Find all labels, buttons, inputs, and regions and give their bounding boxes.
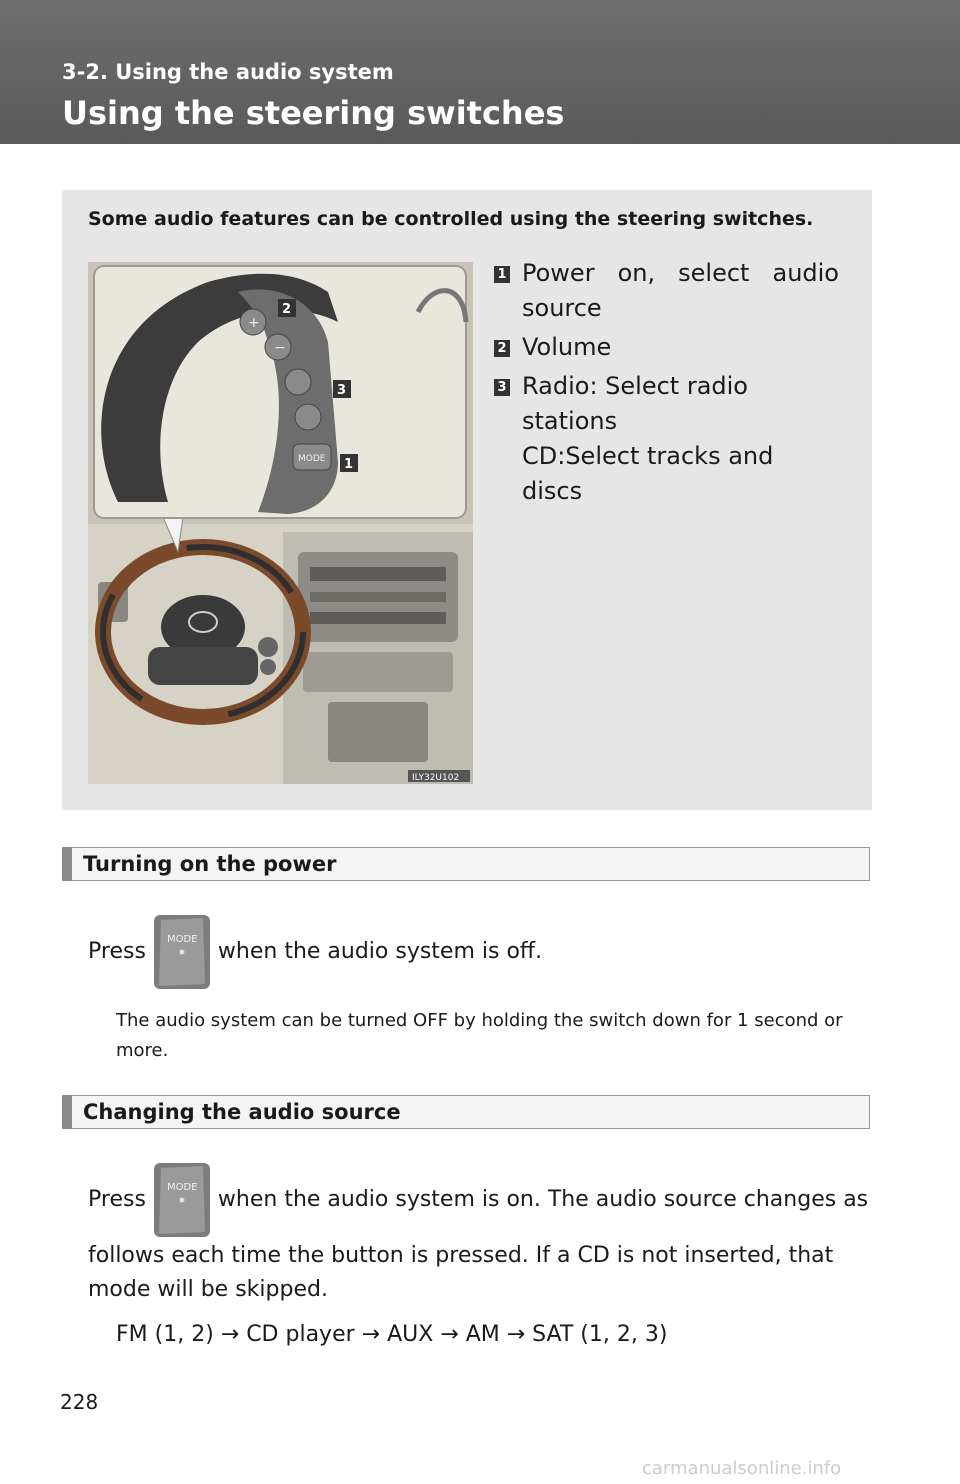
after-press-text: when the audio system is off. bbox=[217, 939, 543, 964]
svg-text:MODE: MODE bbox=[166, 934, 198, 945]
steering-wheel-illustration bbox=[88, 262, 473, 784]
subsection-title: Changing the audio source bbox=[83, 1100, 401, 1124]
svg-text:+: + bbox=[248, 315, 260, 331]
source-sequence: FM (1, 2) → CD player → AUX → AM → SAT (1, 2, 3) bbox=[116, 1322, 668, 1347]
page-number: 228 bbox=[60, 1390, 99, 1414]
svg-text:1: 1 bbox=[344, 457, 354, 472]
callout-text-cd: CD:Select tracks and discs bbox=[522, 442, 774, 505]
callout-2 bbox=[494, 330, 839, 365]
after-press-text: when the audio system is on. The audio source changes as bbox=[217, 1187, 869, 1212]
mode-button-icon bbox=[153, 1162, 211, 1238]
svg-text:ILY32U102: ILY32U102 bbox=[412, 773, 460, 783]
callout-text-radio: Radio: Select radio stations bbox=[522, 372, 748, 435]
subsection-heading-source bbox=[62, 1095, 870, 1129]
press-text: Press bbox=[88, 1187, 146, 1212]
callout-text: Power on, select audio source bbox=[522, 259, 839, 322]
callout-list bbox=[494, 256, 839, 513]
svg-text:2: 2 bbox=[282, 302, 292, 317]
callout-number: 2 bbox=[494, 340, 510, 357]
svg-text:−: − bbox=[274, 340, 286, 356]
section-number: 3-2. Using the audio system bbox=[62, 60, 394, 84]
callout-text: Volume bbox=[522, 333, 612, 361]
callout-3 bbox=[494, 369, 839, 509]
callout-number: 1 bbox=[494, 266, 510, 283]
svg-text:MODE: MODE bbox=[298, 454, 326, 464]
mode-button-icon bbox=[153, 914, 211, 990]
subsection-title: Turning on the power bbox=[83, 852, 337, 876]
press-source-line bbox=[88, 1162, 868, 1238]
press-power-line bbox=[88, 914, 542, 990]
svg-text:3: 3 bbox=[337, 383, 347, 398]
page-header bbox=[0, 0, 960, 144]
callout-1 bbox=[494, 256, 839, 326]
callout-number: 3 bbox=[494, 379, 510, 396]
footer-watermark: carmanualsonline.info bbox=[642, 1458, 842, 1479]
panel-intro: Some audio features can be controlled using the steering switches. bbox=[88, 208, 814, 230]
press-text: Press bbox=[88, 939, 146, 964]
subsection-heading-power bbox=[62, 847, 870, 881]
svg-text:MODE: MODE bbox=[166, 1182, 198, 1193]
source-change-paragraph: follows each time the button is pressed. If a CD is not inserted, that mode will be skipped. bbox=[88, 1243, 834, 1302]
power-off-note: The audio system can be turned OFF by holding the switch down for 1 second or more. bbox=[116, 1010, 843, 1061]
page-title: Using the steering switches bbox=[62, 94, 565, 132]
